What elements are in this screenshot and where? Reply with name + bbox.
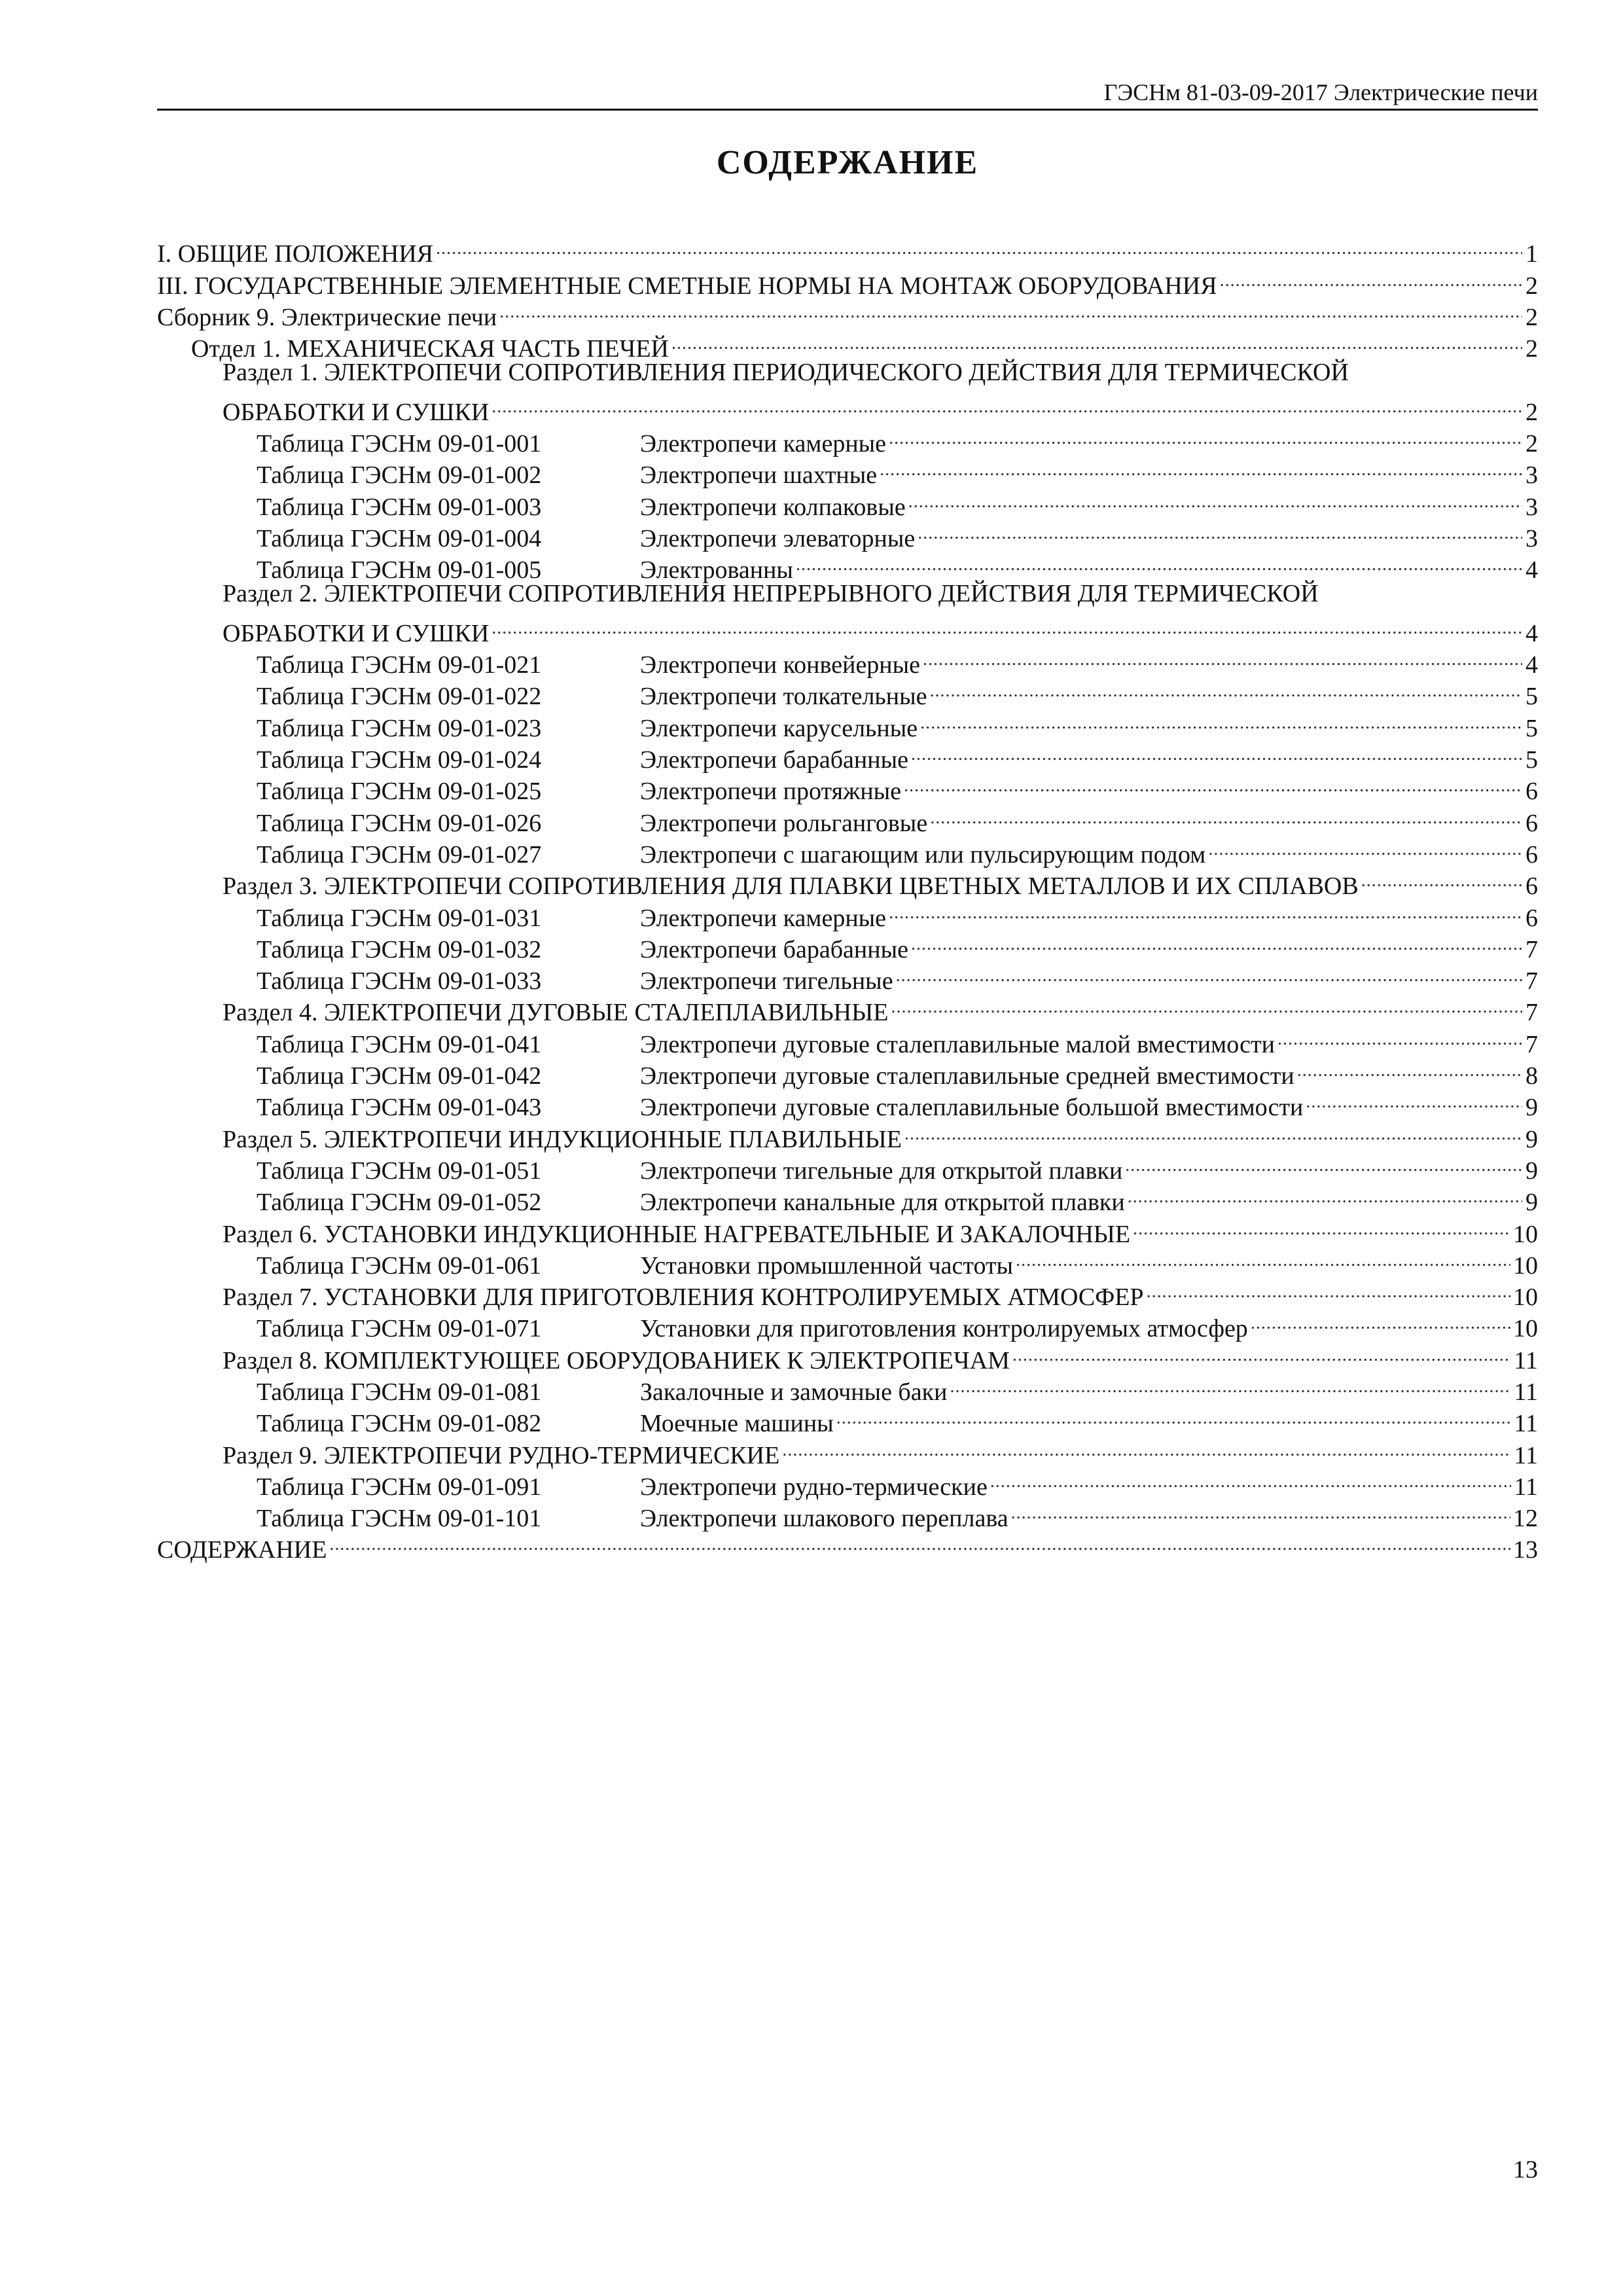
toc-entry[interactable] xyxy=(157,1526,1538,1564)
toc-table-entry[interactable] xyxy=(157,1084,1538,1122)
toc-entry-page: 10 xyxy=(1513,1251,1538,1280)
toc-entry-label: Сборник 9. Электрические печи xyxy=(157,303,497,331)
dot-leader xyxy=(911,926,1522,958)
toc-entry[interactable] xyxy=(157,1431,1538,1469)
table-code: Таблица ГЭСНм 09-01-027 xyxy=(257,840,542,869)
toc-entry-label: Электропечи барабанные xyxy=(640,746,908,774)
toc-entry-label: Раздел 3. ЭЛЕКТРОПЕЧИ СОПРОТИВЛЕНИЯ ДЛЯ ПЛАВКИ ЦВЕТНЫХ МЕТАЛЛОВ И ИХ СПЛАВОВ xyxy=(223,872,1359,901)
toc-entry-page: 9 xyxy=(1525,1094,1538,1122)
toc-entry-label: I. ОБЩИЕ ПОЛОЖЕНИЯ xyxy=(157,240,434,268)
dot-leader xyxy=(1147,1274,1510,1305)
toc-table-entry[interactable] xyxy=(157,1242,1538,1280)
toc-entry-page: 11 xyxy=(1514,1441,1538,1469)
toc-entry-label: СОДЕРЖАНИЕ xyxy=(157,1536,327,1564)
toc-entry[interactable] xyxy=(157,1210,1538,1248)
toc-entry-page: 11 xyxy=(1514,1346,1538,1374)
toc-table-entry[interactable] xyxy=(157,736,1538,774)
dot-leader xyxy=(896,958,1522,989)
toc-entry-label: Электропечи колпаковые xyxy=(640,493,906,521)
table-code: Таблица ГЭСНм 09-01-071 xyxy=(257,1315,542,1343)
dot-leader xyxy=(1016,1242,1510,1274)
toc-table-entry[interactable] xyxy=(157,799,1538,837)
dot-leader xyxy=(908,483,1522,514)
dot-leader xyxy=(796,547,1522,578)
dot-leader xyxy=(920,704,1522,736)
table-code: Таблица ГЭСНм 09-01-026 xyxy=(257,809,542,837)
dot-leader xyxy=(880,452,1522,483)
toc-table-entry[interactable] xyxy=(157,452,1538,490)
dot-leader xyxy=(1012,1336,1511,1368)
toc-table-entry[interactable] xyxy=(157,1369,1538,1406)
toc-entry-page: 9 xyxy=(1525,1157,1538,1185)
toc-entry[interactable] xyxy=(157,1336,1538,1374)
table-code: Таблица ГЭСНм 09-01-022 xyxy=(257,683,542,711)
toc-entry-label: Электропечи камерные xyxy=(640,904,887,932)
table-code: Таблица ГЭСНм 09-01-031 xyxy=(257,904,542,932)
toc-entry-page: 1 xyxy=(1525,240,1538,268)
toc-table-entry[interactable] xyxy=(157,831,1538,869)
toc-table-entry[interactable] xyxy=(157,926,1538,963)
toc-entry-page: 3 xyxy=(1525,461,1538,490)
dot-leader xyxy=(889,420,1522,452)
toc-entry-heading-line[interactable] xyxy=(157,578,1538,609)
dot-leader xyxy=(1361,863,1522,894)
table-code: Таблица ГЭСНм 09-01-025 xyxy=(257,778,542,806)
table-code: Таблица ГЭСНм 09-01-032 xyxy=(257,935,542,963)
toc-table-entry[interactable] xyxy=(157,1495,1538,1533)
toc-entry[interactable] xyxy=(157,388,1538,426)
dot-leader xyxy=(1306,1084,1522,1115)
toc-entry[interactable] xyxy=(157,230,1538,268)
toc-entry-label: Установки промышленной частоты xyxy=(640,1251,1014,1280)
dot-leader xyxy=(671,325,1522,357)
dot-leader xyxy=(1220,262,1522,293)
table-code: Таблица ГЭСНм 09-01-082 xyxy=(257,1410,542,1438)
toc-entry-label: Электропечи элеваторные xyxy=(640,524,916,552)
table-code: Таблица ГЭСНм 09-01-024 xyxy=(257,746,542,774)
dot-leader xyxy=(491,610,1522,641)
toc-entry-label: Электропечи шлакового переплава xyxy=(640,1505,1008,1533)
toc-table-entry[interactable] xyxy=(157,958,1538,996)
dot-leader xyxy=(889,894,1522,925)
toc-entry-label: Электропечи шахтные xyxy=(640,461,878,490)
toc-entry-label: Электропечи конвейерные xyxy=(640,651,921,679)
dot-leader xyxy=(990,1463,1512,1495)
toc-entry[interactable] xyxy=(157,610,1538,647)
toc-entry-page: 7 xyxy=(1525,935,1538,963)
toc-table-entry[interactable] xyxy=(157,483,1538,521)
dot-leader xyxy=(904,768,1522,799)
toc-entry-page: 7 xyxy=(1525,999,1538,1027)
dot-leader xyxy=(1011,1495,1510,1526)
table-code: Таблица ГЭСНм 09-01-081 xyxy=(257,1378,542,1406)
toc-entry-label: Электропечи толкательные xyxy=(640,683,927,711)
toc-entry-page: 7 xyxy=(1525,967,1538,996)
toc-entry-label: Раздел 2. ЭЛЕКТРОПЕЧИ СОПРОТИВЛЕНИЯ НЕПРЕРЫВНОГО ДЕЙСТВИЯ ДЛЯ ТЕРМИЧЕСКОЙ xyxy=(223,580,1319,608)
toc-entry-label: Электропечи рольганговые xyxy=(640,809,928,837)
dot-leader xyxy=(1297,1052,1522,1084)
dot-leader xyxy=(436,230,1522,262)
table-code: Таблица ГЭСНм 09-01-004 xyxy=(257,524,542,552)
toc-entry-label: Раздел 7. УСТАНОВКИ ДЛЯ ПРИГОТОВЛЕНИЯ КОНТРОЛИРУЕМЫХ АТМОСФЕР xyxy=(223,1283,1144,1312)
table-code: Таблица ГЭСНм 09-01-042 xyxy=(257,1062,542,1090)
toc-entry-label: Раздел 1. ЭЛЕКТРОПЕЧИ СОПРОТИВЛЕНИЯ ПЕРИОДИЧЕСКОГО ДЕЙСТВИЯ ДЛЯ ТЕРМИЧЕСКОЙ xyxy=(223,359,1349,387)
toc-entry-label: Установки для приготовления контролируемых атмосфер xyxy=(640,1315,1248,1343)
toc-entry[interactable] xyxy=(157,989,1538,1027)
toc-entry-label: Электропечи канальные для открытой плавки xyxy=(640,1189,1125,1217)
toc-entry-page: 10 xyxy=(1513,1220,1538,1248)
toc-entry-page: 5 xyxy=(1525,683,1538,711)
table-code: Таблица ГЭСНм 09-01-091 xyxy=(257,1473,542,1501)
toc-table-entry[interactable] xyxy=(157,768,1538,806)
toc-entry-label: Электропечи рудно-термические xyxy=(640,1473,988,1501)
toc-entry-page: 6 xyxy=(1525,809,1538,837)
toc-entry-label: Электропечи барабанные xyxy=(640,935,908,963)
table-code: Таблица ГЭСНм 09-01-041 xyxy=(257,1030,542,1058)
toc-entry-page: 11 xyxy=(1514,1378,1538,1406)
toc-entry-page: 9 xyxy=(1525,1125,1538,1153)
toc-entry-label: Раздел 5. ЭЛЕКТРОПЕЧИ ИНДУКЦИОННЫЕ ПЛАВИЛЬНЫЕ xyxy=(223,1125,902,1153)
toc-entry-page: 2 xyxy=(1525,303,1538,331)
toc-table-entry[interactable] xyxy=(157,1305,1538,1343)
dot-leader xyxy=(499,294,1522,325)
toc-table-entry[interactable] xyxy=(157,1052,1538,1090)
toc-entry-label: Электропечи тигельные xyxy=(640,967,893,996)
toc-entry-label: Закалочные и замочные баки xyxy=(640,1378,948,1406)
dot-leader xyxy=(1251,1305,1510,1336)
running-header: ГЭСНм 81-03-09-2017 Электрические печи xyxy=(1103,79,1538,105)
toc-entry-page: 7 xyxy=(1525,1030,1538,1058)
page-title: СОДЕРЖАНИЕ xyxy=(716,144,979,181)
dot-leader xyxy=(1128,1179,1522,1210)
toc-entry[interactable] xyxy=(157,1115,1538,1153)
toc-entry-page: 12 xyxy=(1513,1505,1538,1533)
dot-leader xyxy=(1208,831,1522,863)
toc-entry-page: 4 xyxy=(1525,619,1538,647)
toc-entry-label: Раздел 9. ЭЛЕКТРОПЕЧИ РУДНО-ТЕРМИЧЕСКИЕ xyxy=(223,1441,780,1469)
toc-entry-page: 4 xyxy=(1525,556,1538,584)
toc-entry-label: Электрованны xyxy=(640,556,793,584)
table-code: Таблица ГЭСНм 09-01-101 xyxy=(257,1505,542,1533)
toc-table-entry[interactable] xyxy=(157,673,1538,711)
toc-entry-page: 13 xyxy=(1513,1536,1538,1564)
toc-entry-label: Электропечи карусельные xyxy=(640,714,918,742)
toc-entry-heading-line[interactable] xyxy=(157,357,1538,388)
table-code: Таблица ГЭСНм 09-01-043 xyxy=(257,1094,542,1122)
dot-leader xyxy=(929,673,1522,704)
toc-table-entry[interactable] xyxy=(157,1020,1538,1058)
toc-entry-label: ОБРАБОТКИ И СУШКИ xyxy=(223,619,490,647)
dot-leader xyxy=(836,1400,1512,1431)
table-code: Таблица ГЭСНм 09-01-061 xyxy=(257,1251,542,1280)
toc-entry-label: Раздел 8. КОМПЛЕКТУЮЩЕЕ ОБОРУДОВАНИЕК К ЭЛЕКТРОПЕЧАМ xyxy=(223,1346,1010,1374)
dot-leader xyxy=(911,736,1522,768)
toc-entry-page: 9 xyxy=(1525,1189,1538,1217)
toc-table-entry[interactable] xyxy=(157,704,1538,742)
toc-entry-page: 6 xyxy=(1525,904,1538,932)
table-code: Таблица ГЭСНм 09-01-003 xyxy=(257,493,542,521)
table-code: Таблица ГЭСНм 09-01-005 xyxy=(257,556,542,584)
toc-table-entry[interactable] xyxy=(157,1463,1538,1501)
table-code: Таблица ГЭСНм 09-01-033 xyxy=(257,967,542,996)
toc-entry-label: Электропечи с шагающим или пульсирующим подом xyxy=(640,840,1206,869)
toc-entry-label: Электропечи дуговые сталеплавильные средней вместимости xyxy=(640,1062,1294,1090)
toc-entry-page: 11 xyxy=(1514,1473,1538,1501)
dot-leader xyxy=(891,989,1522,1020)
toc-entry-page: 5 xyxy=(1525,714,1538,742)
toc-entry-label: Электропечи протяжные xyxy=(640,778,902,806)
toc-entry-page: 2 xyxy=(1525,430,1538,458)
toc-entry-page: 6 xyxy=(1525,840,1538,869)
toc-table-entry[interactable] xyxy=(157,1179,1538,1217)
dot-leader xyxy=(950,1369,1511,1400)
dot-leader xyxy=(923,641,1522,673)
table-of-contents xyxy=(157,230,1538,1564)
toc-entry-page: 2 xyxy=(1525,272,1538,300)
toc-entry[interactable] xyxy=(157,325,1538,363)
header-rule xyxy=(157,109,1538,111)
dot-leader xyxy=(930,799,1522,831)
table-code: Таблица ГЭСНм 09-01-001 xyxy=(257,430,542,458)
toc-entry-page: 5 xyxy=(1525,746,1538,774)
toc-entry-page: 2 xyxy=(1525,335,1538,363)
toc-entry-page: 11 xyxy=(1514,1410,1538,1438)
table-code: Таблица ГЭСНм 09-01-052 xyxy=(257,1189,542,1217)
toc-entry-label: Электропечи дуговые сталеплавильные большой вместимости xyxy=(640,1094,1304,1122)
toc-entry-label: Отдел 1. МЕХАНИЧЕСКАЯ ЧАСТЬ ПЕЧЕЙ xyxy=(191,335,669,363)
toc-entry-label: III. ГОСУДАРСТВЕННЫЕ ЭЛЕМЕНТНЫЕ СМЕТНЫЕ НОРМЫ НА МОНТАЖ ОБОРУДОВАНИЯ xyxy=(157,272,1217,300)
dot-leader xyxy=(491,388,1522,420)
toc-entry[interactable] xyxy=(157,863,1538,901)
toc-table-entry[interactable] xyxy=(157,515,1538,552)
toc-table-entry[interactable] xyxy=(157,547,1538,584)
toc-entry-page: 3 xyxy=(1525,493,1538,521)
toc-entry-label: Электропечи камерные xyxy=(640,430,887,458)
toc-entry[interactable] xyxy=(157,294,1538,331)
toc-entry-label: Раздел 4. ЭЛЕКТРОПЕЧИ ДУГОВЫЕ СТАЛЕПЛАВИЛЬНЫЕ xyxy=(223,999,889,1027)
toc-entry-page: 6 xyxy=(1525,778,1538,806)
table-code: Таблица ГЭСНм 09-01-002 xyxy=(257,461,542,490)
toc-entry-page: 8 xyxy=(1525,1062,1538,1090)
toc-table-entry[interactable] xyxy=(157,1147,1538,1185)
toc-entry-label: Моечные машины xyxy=(640,1410,834,1438)
toc-entry-label: Раздел 6. УСТАНОВКИ ИНДУКЦИОННЫЕ НАГРЕВАТЕЛЬНЫЕ И ЗАКАЛОЧНЫЕ xyxy=(223,1220,1131,1248)
toc-entry-page: 10 xyxy=(1513,1283,1538,1312)
table-code: Таблица ГЭСНм 09-01-021 xyxy=(257,651,542,679)
toc-entry-page: 6 xyxy=(1525,872,1538,901)
dot-leader xyxy=(1277,1020,1522,1052)
toc-table-entry[interactable] xyxy=(157,420,1538,458)
toc-entry-page: 10 xyxy=(1513,1315,1538,1343)
toc-entry-label: Электропечи дуговые сталеплавильные малой вместимости xyxy=(640,1030,1275,1058)
dot-leader xyxy=(1133,1210,1510,1242)
dot-leader xyxy=(1125,1147,1522,1179)
toc-table-entry[interactable] xyxy=(157,1400,1538,1438)
dot-leader xyxy=(782,1431,1511,1463)
table-code: Таблица ГЭСНм 09-01-023 xyxy=(257,714,542,742)
dot-leader xyxy=(904,1115,1522,1147)
toc-entry-page: 3 xyxy=(1525,524,1538,552)
toc-entry-label: Электропечи тигельные для открытой плавки xyxy=(640,1157,1123,1185)
toc-entry[interactable] xyxy=(157,1274,1538,1312)
toc-entry[interactable] xyxy=(157,262,1538,300)
page-number: 13 xyxy=(1513,2156,1538,2183)
toc-entry-page: 4 xyxy=(1525,651,1538,679)
toc-table-entry[interactable] xyxy=(157,894,1538,932)
toc-table-entry[interactable] xyxy=(157,641,1538,679)
table-code: Таблица ГЭСНм 09-01-051 xyxy=(257,1157,542,1185)
dot-leader xyxy=(918,515,1522,547)
toc-entry-page: 2 xyxy=(1525,398,1538,426)
toc-entry-label: ОБРАБОТКИ И СУШКИ xyxy=(223,398,490,426)
dot-leader xyxy=(329,1526,1510,1558)
